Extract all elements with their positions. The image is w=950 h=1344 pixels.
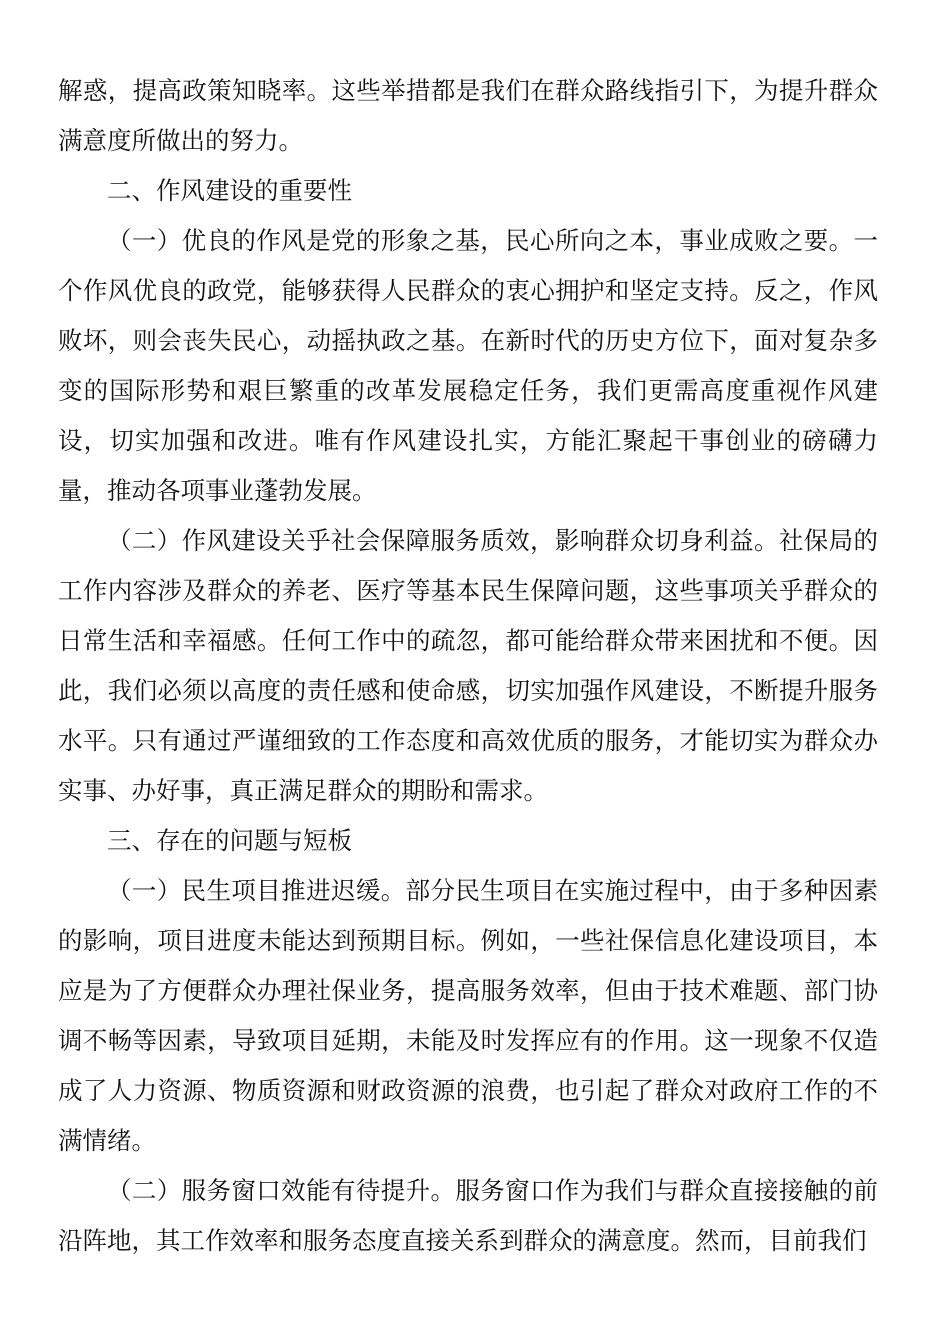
section-heading-2: 二、作风建设的重要性 bbox=[107, 176, 352, 205]
paragraph-3-2: （二）服务窗口效能有待提升。服务窗口作为我们与群众直接接触的前沿阵地，其工作效率和服务态度直接关系到群众的满意度。然而，目前我们 bbox=[58, 1176, 878, 1255]
paragraph-3-1: （一）民生项目推进迟缓。部分民生项目在实施过程中，由于多种因素的影响，项目进度未能达到预期目标。例如，一些社保信息化建设项目，本应是为了方便群众办理社保业务，提高服务效率，但由于技术难题、部门协调不畅等因素，导致项目延期，未能及时发挥应有的作用。这一现象不仅造成了人力资源、物质资源和财政资源的浪费，也引起了群众对政府工作的不满情绪。 bbox=[58, 876, 878, 1155]
paragraph-2-2: （二）作风建设关乎社会保障服务质效，影响群众切身利益。社保局的工作内容涉及群众的养老、医疗等基本民生保障问题，这些事项关乎群众的日常生活和幸福感。任何工作中的疏忽，都可能给群众带来困扰和不便。因此，我们必须以高度的责任感和使命感，切实加强作风建设，不断提升服务水平。只有通过严谨细致的工作态度和高效优质的服务，才能切实为群众办实事、办好事，真正满足群众的期盼和需求。 bbox=[58, 526, 878, 805]
paragraph-2-1: （一）优良的作风是党的形象之基，民心所向之本，事业成败之要。一个作风优良的政党，能够获得人民群众的衷心拥护和坚定支持。反之，作风败坏，则会丧失民心，动摇执政之基。在新时代的历史方位下，面对复杂多变的国际形势和艰巨繁重的改革发展稳定任务，我们更需高度重视作风建设，切实加强和改进。唯有作风建设扎实，方能汇聚起干事创业的磅礴力量，推动各项事业蓬勃发展。 bbox=[58, 226, 878, 505]
paragraph-intro-continued: 解惑，提高政策知晓率。这些举措都是我们在群众路线指引下，为提升群众满意度所做出的努力。 bbox=[58, 76, 878, 155]
document-page bbox=[58, 66, 878, 1266]
section-heading-3: 三、存在的问题与短板 bbox=[107, 826, 352, 855]
